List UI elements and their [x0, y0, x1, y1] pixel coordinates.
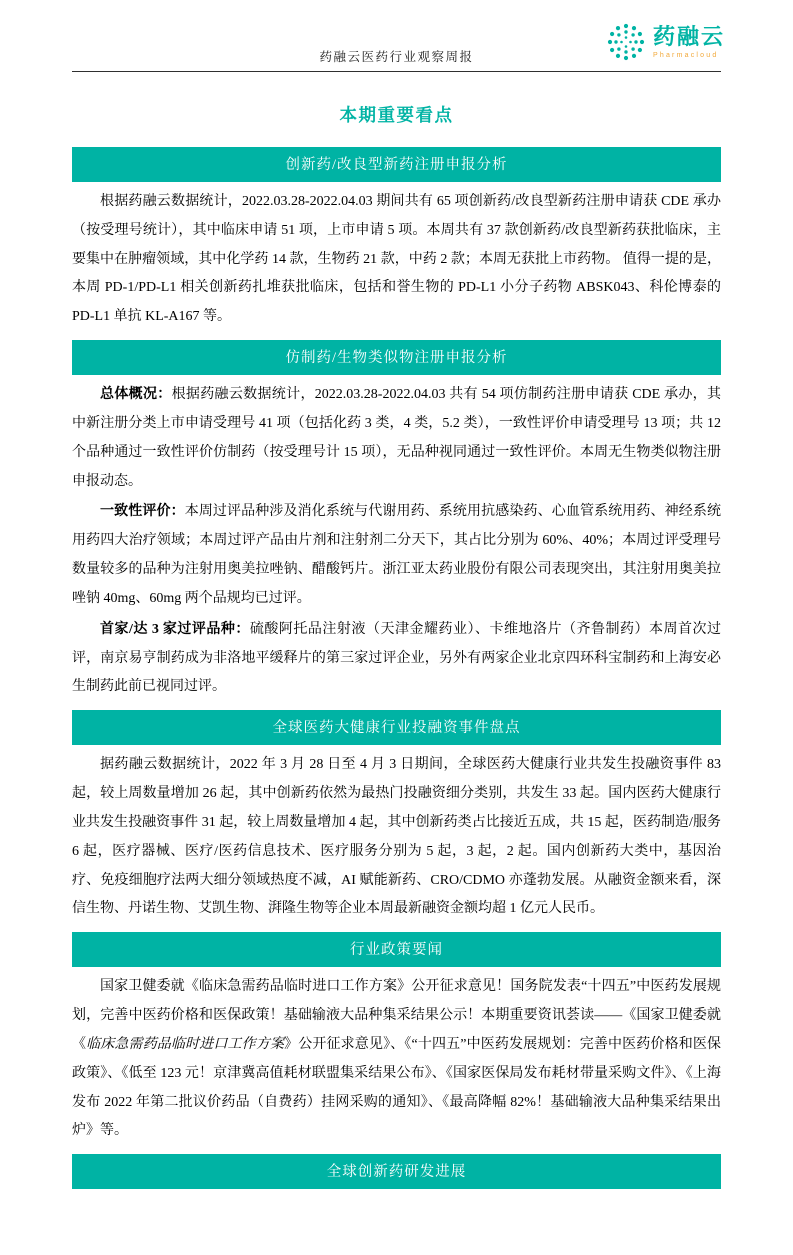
- paragraph-text: 据药融云数据统计，2022 年 3 月 28 日至 4 月 3 日期间，全球医药大健康行业共发生投融资事件 83 起，较上周数量增加 26 起，其中创新药依然为最热门投融资细分类别，共发生 33 起。国内医药大健康行业共发生投融资事件 31 起，较上周数量增加 4 起，其中创新药类占比接近五成，共 15 起，医药制造/服务 6 起，医疗器械、医疗/医药信息技术、医疗服务分别为 5 起，3 起，2 起。国内创新药大类中，基因治疗、免疫细胞疗法两大细分领域热度不减，AI 赋能新药、CRO/CDMO 亦蓬勃发展。从融资金额来看，深信生物、丹诺生物、艾凯生物、湃隆生物等企业本周最新融资金额均超 1 亿元人民币。: [72, 757, 721, 917]
- banner-investment-events: 全球医药大健康行业投融资事件盘点: [72, 710, 721, 745]
- paragraph-text-italic: 临床急需药品临时进口工作方案: [86, 1036, 285, 1052]
- report-header-title: 药融云医药行业观察周报: [319, 50, 474, 64]
- paragraph-text: 根据药融云数据统计，2022.03.28-2022.04.03 共有 54 项仿制药注册申请获 CDE 承办，其中新注册分类上市申请受理号 41 项（包括化药 3 类，4 类，5.2 类），一致性评价申请受理号 13 项；共 12 个品种通过一致性评价仿制药（按受理号计 15 项），无品种视同通过一致性评价。本周无生物类似物注册申报动态。: [72, 387, 721, 489]
- policy-paragraph: [72, 973, 721, 1146]
- paragraph-text: 硫酸阿托品注射液（天津金耀药业）、卡维地洛片（齐鲁制药）本周首次过评，南京易亨制药成为非洛地平缓释片的第三家过评企业，另外有两家企业北京四环科宝制药和上海安必生制药此前已视同过评。: [72, 621, 721, 695]
- banner-innovative-drug-analysis: 创新药/改良型新药注册申报分析: [72, 147, 721, 182]
- paragraph-text: 》公开征求意见》、《“十四五”中医药发展规划：完善中医药价格和医保政策》、《低至 123 元！京津冀高值耗材联盟集采结果公布》、《国家医保局发布耗材带量采购文件》、《上海发布 2022 年第二批议价药品（自费药）挂网采购的通知》、《最高降幅 82%！基础输液大品种集采结果出炉》等。: [72, 1036, 722, 1139]
- paragraph-text: 根据药融云数据统计，2022.03.28-2022.04.03 期间共有 65 项创新药/改良型新药注册申请获 CDE 承办（按受理号统计），其中临床申请 51 项，上市申请 5 项。本周共有 37 款创新药/改良型新药获批临床，主要集中在肿瘤领域，其中化学药 14 款，生物药 21 款，中药 2 款；本周无获批上市药物。 值得一提的是，本周 PD-1/PD-L1 相关创新药扎堆获批临床，包括和誉生物的 PD-L1 小分子药物 ABSK043、科伦博泰的 PD-L1 单抗 KL-A167 等。: [72, 194, 721, 325]
- banner-generic-drug-analysis: 仿制药/生物类似物注册申报分析: [72, 340, 721, 375]
- logo-text-block: [652, 23, 725, 59]
- logo-brand-subtitle: Pharmacloud: [652, 51, 719, 59]
- paragraph-lead: 首家/达 3 家过评品种：: [100, 621, 250, 637]
- page-title: 本期重要看点: [339, 105, 454, 125]
- paragraph-lead: 总体概况：: [100, 387, 172, 403]
- generic-overview-paragraph: [72, 381, 721, 496]
- first-pass-varieties-paragraph: [72, 616, 721, 702]
- logo-brand-name: 药融云: [652, 23, 725, 49]
- paragraph-text: 本周过评品种涉及消化系统与代谢用药、系统用抗感染药、心血管系统用药、神经系统用药四大治疗领域；本周过评产品由片剂和注射剂二分天下，其占比分别为 60%、40%；本周过评受理号数量较多的品种为注射用奥美拉唑钠、醋酸钙片。浙江亚太药业股份有限公司表现突出，其注射用奥美拉唑钠 40mg、60mg 两个品规均已过评。: [72, 504, 722, 606]
- consistency-evaluation-paragraph: [72, 498, 721, 613]
- banner-global-rnd-progress: 全球创新药研发进展: [72, 1154, 721, 1189]
- banner-policy-news: 行业政策要闻: [72, 932, 721, 967]
- investment-paragraph: [72, 751, 721, 924]
- pharmacloud-globe-icon: [606, 22, 646, 62]
- pharmacloud-logo: [606, 22, 725, 62]
- paragraph-lead: 一致性评价：: [100, 504, 185, 520]
- innovative-drug-paragraph: [72, 188, 721, 332]
- paragraph-text: 国家卫健委就《临床急需药品临时进口工作方案》公开征求意见！国务院发表“十四五”中医药发展规划，完善中医药价格和医保政策！基础输液大品种集采结果公示！本期重要资讯荟读——《国家卫健委就《: [72, 979, 721, 1052]
